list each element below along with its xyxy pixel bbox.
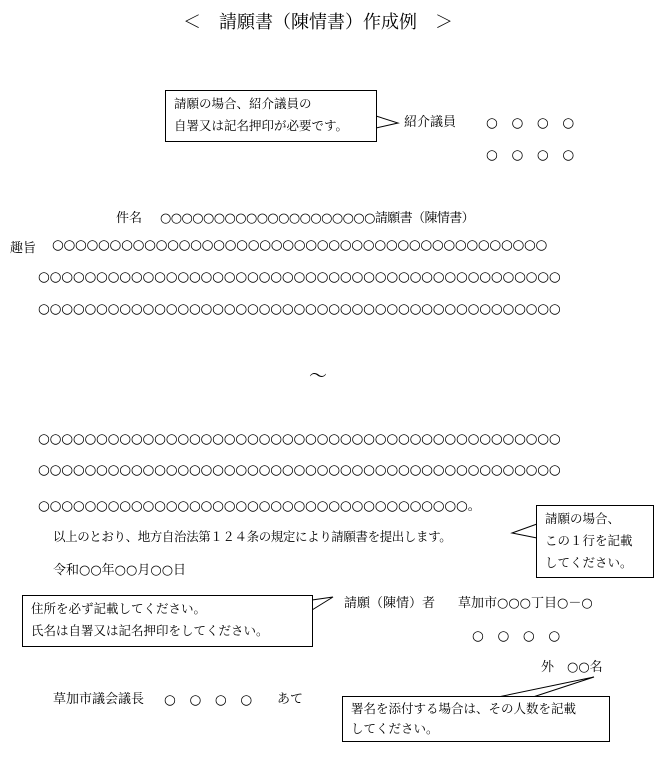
- petitioner-others: 外 ○○名: [541, 660, 603, 675]
- address-note-callout: [22, 595, 313, 647]
- petitioner-address: 草加市○○○丁目○－○: [458, 596, 593, 611]
- date: 令和○○年○○月○○日: [53, 563, 187, 578]
- purpose-line-2: ○○○○○○○○○○○○○○○○○○○○○○○○○○○○○○○○○○○○○○○○○○○○○: [38, 269, 561, 285]
- closing-note-line-2: この１行を記載: [545, 533, 633, 548]
- addressee-name: ○ ○ ○ ○: [164, 692, 253, 708]
- signature-note-callout: [342, 696, 610, 742]
- purpose-line-3: ○○○○○○○○○○○○○○○○○○○○○○○○○○○○○○○○○○○○○○○○○○○○○: [38, 301, 561, 317]
- introducer-label: 紹介議員: [404, 115, 457, 130]
- signature-note-line-1: 署名を添付する場合は、その人数を記載: [351, 701, 577, 716]
- purpose-line-6: ○○○○○○○○○○○○○○○○○○○○○○○○○○○○○○○○○○○○○。: [38, 498, 481, 514]
- introducer-note-line-1: 請願の場合、紹介議員の: [174, 96, 312, 111]
- address-note-line-2: 氏名は自署又は記名押印をしてください。: [31, 623, 269, 638]
- introducer-names-row-2: ○ ○ ○ ○: [486, 147, 575, 163]
- purpose-label: 趣旨: [10, 241, 37, 256]
- introducer-note-callout: [165, 90, 377, 142]
- omission-mark: ～: [309, 366, 327, 387]
- addressee-suffix: あて: [277, 692, 304, 707]
- subject-label: 件名: [116, 211, 143, 226]
- petitioner-name: ○ ○ ○ ○: [472, 628, 561, 644]
- subject-text: ○○○○○○○○○○○○○○○○○○○○請願書（陳情書）: [160, 211, 475, 226]
- purpose-line-1: ○○○○○○○○○○○○○○○○○○○○○○○○○○○○○○○○○○○○○○○○○○○: [52, 237, 547, 253]
- addressee-label: 草加市議会議長: [53, 692, 145, 707]
- closing-line: 以上のとおり、地方自治法第１２４条の規定により請願書を提出します。: [53, 529, 452, 544]
- purpose-line-5: ○○○○○○○○○○○○○○○○○○○○○○○○○○○○○○○○○○○○○○○○○○○○○: [38, 462, 561, 478]
- introducer-names-row-1: ○ ○ ○ ○: [486, 115, 575, 131]
- introducer-note-line-2: 自署又は記名押印が必要です。: [174, 118, 349, 133]
- address-note-line-1: 住所を必ず記載してください。: [31, 601, 207, 616]
- closing-note-callout: [536, 505, 654, 578]
- purpose-line-4: ○○○○○○○○○○○○○○○○○○○○○○○○○○○○○○○○○○○○○○○○○○○○○: [38, 431, 561, 447]
- closing-note-line-3: してください。: [545, 555, 633, 570]
- closing-note-line-1: 請願の場合、: [545, 511, 621, 526]
- signature-note-line-2: してください。: [351, 721, 439, 736]
- page-title: ＜ 請願書（陳情書）作成例 ＞: [183, 12, 453, 33]
- petitioner-label: 請願（陳情）者: [344, 596, 436, 611]
